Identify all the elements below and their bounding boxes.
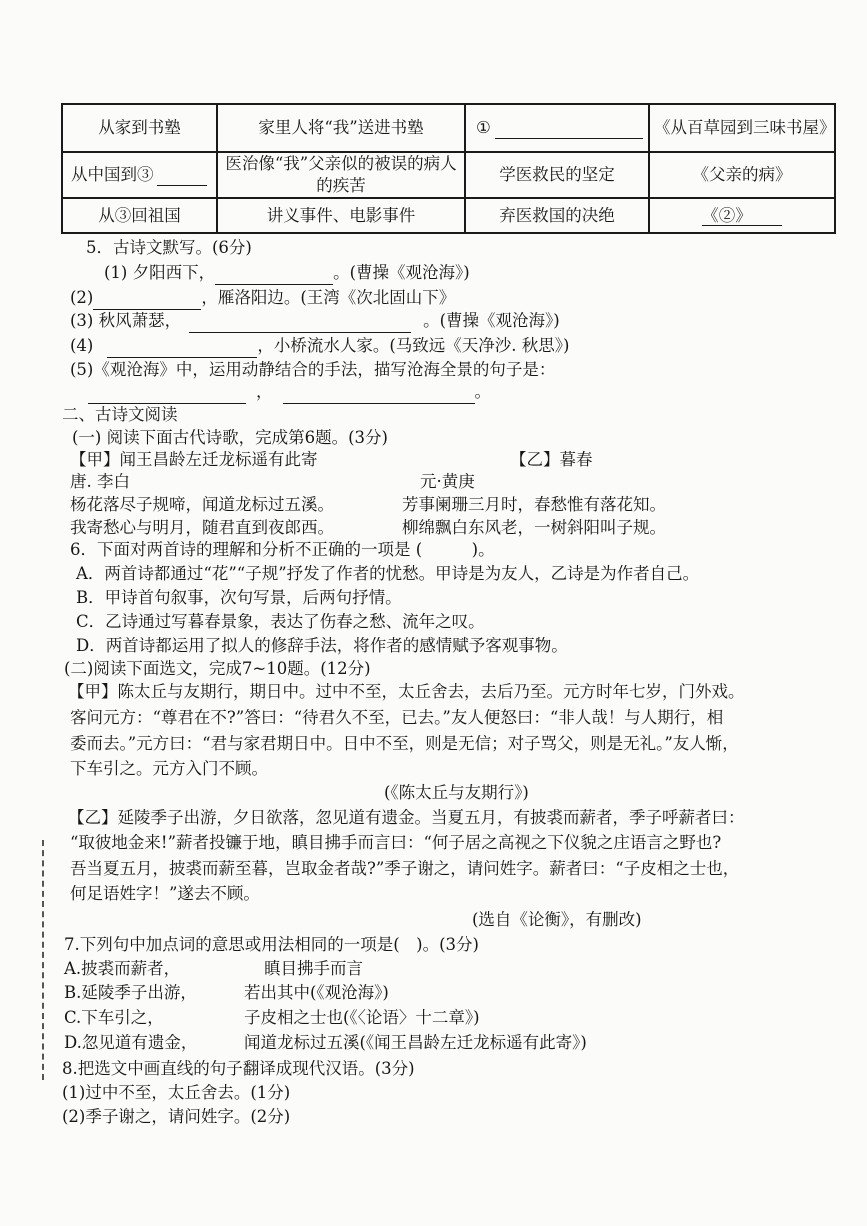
poem-a-author: 唐. 李白 xyxy=(70,472,130,491)
answer-blank xyxy=(215,266,333,285)
q6-option-c: C．乙诗通过写暮春景象，表达了伤春之愁、流年之叹。 xyxy=(76,612,485,631)
table-cell: 学医救民的坚定 xyxy=(465,152,649,198)
table-cell: 家里人将“我”送进书塾 xyxy=(217,104,465,152)
passage-b-source: (选自《论衡》，有删改) xyxy=(472,910,642,929)
q8-sentence2: (2)季子谢之，请问姓字。(2分) xyxy=(62,1107,291,1126)
table-cell: 讲义事件、电影事件 xyxy=(217,198,465,233)
q5-line5: (5)《观沧海》中，运用动静结合的手法，描写沧海全景的句子是： xyxy=(70,360,556,379)
q7-b-left: B.延陵季子出游， xyxy=(64,983,197,1002)
q7-a-right: 瞋目拂手而言 xyxy=(264,959,363,978)
passage-a-line4: 下车引之。元方入门不顾。 xyxy=(70,759,268,778)
q7-stem: 7.下列句中加点词的意思或用法相同的一项是( )。(3分) xyxy=(64,935,479,954)
summary-table xyxy=(61,103,836,234)
poem-a-line2: 我寄愁心与明月，随君直到夜郎西。 xyxy=(70,518,334,537)
table-cell: 弃医救国的决绝 xyxy=(465,198,649,233)
table-cell: 《父亲的病》 xyxy=(649,152,835,198)
poem-a-title: 【甲】闻王昌龄左迁龙标遥有此寄 xyxy=(70,450,318,469)
q8-stem: 8.把选文中画直线的句子翻译成现代汉语。(3分) xyxy=(62,1059,415,1078)
table-row xyxy=(62,198,835,233)
passage-b-line1: 【乙】延陵季子出游，夕日欲落，忽见道有遗金。当夏五月，有披裘而薪者，季子呼薪者曰： xyxy=(68,808,745,827)
passage-b-line3: 吾当夏五月，披裘而薪至暮，岂取金者哉?”季子谢之，请问姓字。薪者曰：“子皮相之士也， xyxy=(70,859,740,878)
answer-blank xyxy=(93,291,201,310)
q7-a-left: A.披裘而薪者， xyxy=(64,959,181,978)
q8-sentence1: (1)过中不至，太丘舍去。(1分) xyxy=(62,1083,291,1102)
q5-line3: (3) 秋风萧瑟， 。(曹操《观沧海》) xyxy=(70,309,560,333)
answer-blank xyxy=(88,385,246,404)
q7-d-right: 闻道龙标过五溪(《闻王昌龄左迁龙标遥有此寄》) xyxy=(244,1033,587,1052)
passage-a-line3: 委而去。”元方曰：“君与家君期日中。日中不至，则是无信；对子骂父，则是无礼。”友人惭， xyxy=(70,734,739,753)
answer-blank xyxy=(107,339,257,358)
passage-a-line1: 【甲】陈太丘与友期行，期日中。过中不至，太丘舍去，去后乃至。元方时年七岁，门外戏。 xyxy=(68,682,745,701)
passage-b-line4: 何足语姓字！”遂去不顾。 xyxy=(70,884,260,903)
blank-line xyxy=(495,120,643,139)
q5-line6: ， 。 xyxy=(88,380,491,404)
poem-b-line1: 芳事阑珊三月时，春愁惟有落花知。 xyxy=(402,495,666,514)
table-row xyxy=(62,104,835,152)
blank-line xyxy=(157,167,207,186)
section2-sub1: (一) 阅读下面古代诗歌，完成第6题。(3分) xyxy=(72,428,388,447)
poem-b-line2: 柳绵飘白东风老，一树斜阳叫子规。 xyxy=(402,518,666,537)
q7-b-right: 若出其中(《观沧海》) xyxy=(244,983,389,1002)
poem-a-line1: 杨花落尽子规啼，闻道龙标过五溪。 xyxy=(70,495,334,514)
answer-blank xyxy=(283,385,475,404)
table-cell: 从家到书塾 xyxy=(62,104,217,152)
q6-stem: 6．下面对两首诗的理解和分析不正确的一项是 ( )。 xyxy=(70,540,495,559)
passage-a-line2: 客问元方：“尊君在不?”答曰：“待君久不至，已去。”友人便怒曰：“非人哉！与人期行，相 xyxy=(70,708,724,727)
poem-b-title: 【乙】暮春 xyxy=(510,450,593,469)
table-cell xyxy=(649,198,835,233)
passage-b-line2: “取彼地金来!”薪者投镰于地，瞋目拂手而言曰：“何子居之高视之下仪貌之庄语言之野也? xyxy=(70,833,722,852)
binding-margin-dashes xyxy=(42,840,44,1080)
answer-blank xyxy=(189,314,411,333)
q6-option-a: A．两首诗都通过“花”“子规”抒发了作者的忧愁。甲诗是为友人，乙诗是为作者自己。 xyxy=(76,564,700,583)
table-cell: 医治像“我”父亲似的被误的病人的疾苦 xyxy=(217,152,465,198)
q7-c-left: C.下车引之， xyxy=(64,1008,164,1027)
q6-option-b: B．甲诗首句叙事，次句写景，后两句抒情。 xyxy=(76,588,402,607)
section2-sub2: (二)阅读下面选文，完成7~10题。(12分) xyxy=(64,659,371,678)
table-cell: 从③回祖国 xyxy=(62,198,217,233)
q7-d-left: D.忽见道有遗金， xyxy=(64,1033,198,1052)
table-cell: ① xyxy=(465,104,649,152)
q5-line2: (2) ，雁洛阳边。(王湾《次北固山下》 xyxy=(70,286,455,310)
table-cell: 《从百草园到三味书屋》 xyxy=(649,104,835,152)
q5-title: 5．古诗文默写。(6分) xyxy=(86,238,252,257)
q5-line1: (1) 夕阳西下， 。(曹操《观沧海》) xyxy=(104,261,470,285)
section2-title: 二、古诗文阅读 xyxy=(62,405,178,424)
passage-a-source: (《陈太丘与友期行》) xyxy=(384,783,529,802)
q7-c-right: 子皮相之士也(《〈论语〉十二章》) xyxy=(244,1008,480,1027)
q5-line4: (4) ，小桥流水人家。(马致远《天净沙. 秋思》) xyxy=(70,334,570,358)
q6-option-d: D．两首诗都运用了拟人的修辞手法，将作者的感情赋予客观事物。 xyxy=(76,636,568,655)
table-cell: 从中国到③ xyxy=(62,152,217,198)
table-row xyxy=(62,152,835,198)
book-title-blank: 《②》 xyxy=(702,206,782,226)
poem-b-author: 元·黄庚 xyxy=(420,472,475,491)
